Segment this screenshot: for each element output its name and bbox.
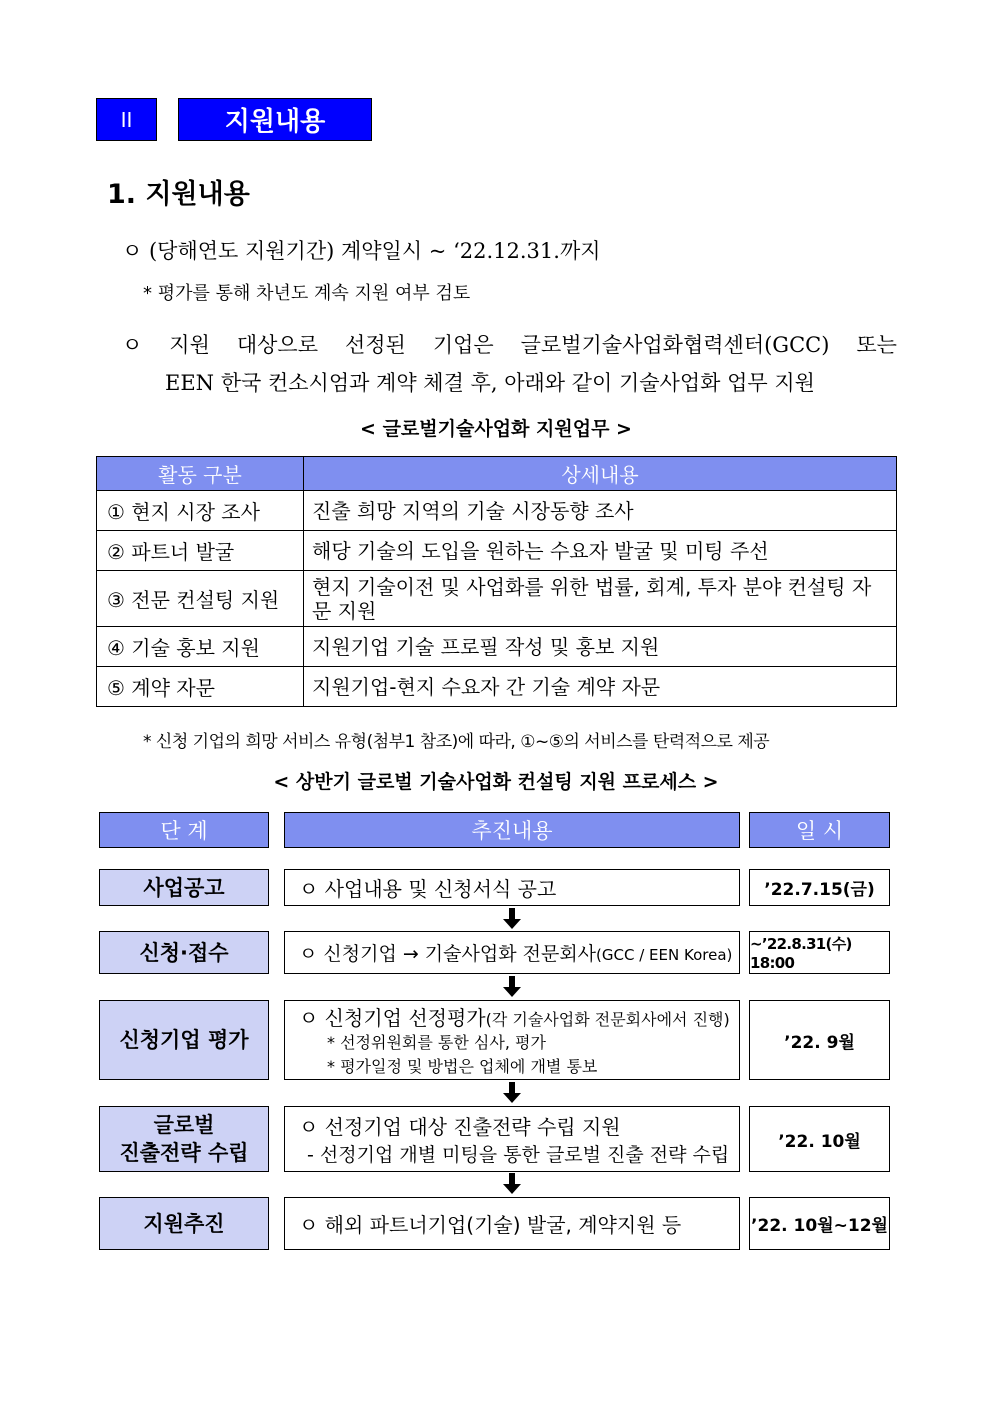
word: 기업은 — [432, 333, 494, 357]
table1-caption: < 글로벌기술사업화 지원업무 > — [360, 418, 632, 440]
process-sub-item: * 선정위원회를 통한 심사, 평가 — [327, 1032, 546, 1052]
table-row — [97, 531, 897, 571]
activity-cell: ④ 기술 홍보 지원 — [97, 627, 304, 667]
process-date: ’22. 9월 — [749, 1000, 890, 1080]
support-target-line2: EEN 한국 컨소시엄과 계약 체결 후, 아래와 같이 기술사업화 업무 지원 — [165, 371, 815, 395]
table-row — [97, 667, 897, 707]
process-date: ’22. 10월 — [749, 1106, 890, 1172]
support-tasks-table — [96, 456, 897, 707]
support-target-line1 — [122, 326, 897, 364]
detail-cell: 현지 기술이전 및 사업화를 위한 법률, 회계, 투자 분야 컨설팅 자문 지원 — [304, 571, 897, 627]
process-main-small: (각 기술사업화 전문회사에서 진행) — [485, 1009, 730, 1029]
table-header-activity: 활동 구분 — [97, 457, 304, 491]
page-heading: 1. 지원내용 — [107, 179, 250, 210]
section-number: II — [96, 98, 157, 141]
down-arrow-icon — [502, 1173, 522, 1195]
process-stage: 신청기업 평가 — [99, 1000, 269, 1080]
section-title: 지원내용 — [178, 98, 372, 141]
bullet-marker: ㅇ — [122, 333, 143, 357]
activity-cell: ⑤ 계약 자문 — [97, 667, 304, 707]
process-header-stage: 단 계 — [99, 812, 269, 848]
table-row — [97, 627, 897, 667]
detail-cell: 해당 기술의 도입을 원하는 수요자 발굴 및 미팅 주선 — [304, 531, 897, 571]
table-header-row — [97, 457, 897, 491]
process-stage: 글로벌 진출전략 수립 — [99, 1106, 269, 1172]
down-arrow-icon — [502, 976, 522, 998]
table-row — [97, 571, 897, 627]
detail-cell: 지원기업 기술 프로필 작성 및 홍보 지원 — [304, 627, 897, 667]
process-sub-item: - 선정기업 개별 미팅을 통한 글로벌 진출 전략 수립 — [307, 1144, 730, 1166]
process-main-text: ㅇ 신청기업 → 기술사업화 전문회사 — [299, 943, 597, 965]
process-main-line — [299, 1002, 730, 1031]
process-main-text: ㅇ 선정기업 대상 진출전략 수립 지원 — [299, 1115, 621, 1139]
process-content — [284, 1197, 740, 1250]
word: 또는 — [856, 333, 897, 357]
activity-cell: ③ 전문 컨설팅 지원 — [97, 571, 304, 627]
process-header-date: 일 시 — [749, 812, 890, 848]
process-main-text: ㅇ 해외 파트너기업(기술) 발굴, 계약지원 등 — [299, 1213, 682, 1237]
down-arrow-icon — [502, 1082, 522, 1104]
word: 지원 — [169, 333, 210, 357]
evaluation-note: * 평가를 통해 차년도 계속 지원 여부 검토 — [143, 283, 471, 304]
process-caption: < 상반기 글로벌 기술사업화 컨설팅 지원 프로세스 > — [273, 771, 719, 793]
detail-cell: 지원기업-현지 수요자 간 기술 계약 자문 — [304, 667, 897, 707]
process-date: ’22.7.15(금) — [749, 869, 890, 906]
process-content — [284, 869, 740, 906]
process-content — [284, 1106, 740, 1172]
support-period-bullet: ㅇ (당해연도 지원기간) 계약일시 ~ ‘22.12.31.까지 — [122, 239, 601, 263]
process-content — [284, 1000, 740, 1080]
process-stage: 신청·접수 — [99, 931, 269, 974]
process-content — [284, 931, 740, 974]
support-target-bullet — [122, 326, 897, 402]
service-note: * 신청 기업의 희망 서비스 유형(첨부1 참조)에 따라, ①~⑤의 서비스를 탄력적으로 제공 — [143, 732, 770, 752]
activity-cell: ② 파트너 발굴 — [97, 531, 304, 571]
process-main-small: (GCC / EEN Korea) — [596, 946, 733, 964]
detail-cell: 진출 희망 지역의 기술 시장동향 조사 — [304, 491, 897, 531]
table-row — [97, 491, 897, 531]
process-main-line — [299, 939, 735, 966]
process-header-content: 추진내용 — [284, 812, 740, 848]
process-main-text: ㅇ 사업내용 및 신청서식 공고 — [299, 877, 557, 901]
process-main-text: ㅇ 신청기업 선정평가 — [299, 1005, 486, 1030]
table-header-detail: 상세내용 — [304, 457, 897, 491]
process-date: ’22. 10월~12월 — [749, 1197, 890, 1250]
process-stage: 지원추진 — [99, 1197, 269, 1250]
word: 글로벌기술사업화협력센터(GCC) — [520, 333, 830, 357]
activity-cell: ① 현지 시장 조사 — [97, 491, 304, 531]
process-sub-item: * 평가일정 및 방법은 업체에 개별 통보 — [327, 1056, 598, 1076]
word: 대상으로 — [236, 333, 318, 357]
word: 선정된 — [344, 333, 406, 357]
process-stage: 사업공고 — [99, 869, 269, 906]
down-arrow-icon — [502, 908, 522, 930]
process-date: ~’22.8.31(수) 18:00 — [749, 931, 890, 974]
